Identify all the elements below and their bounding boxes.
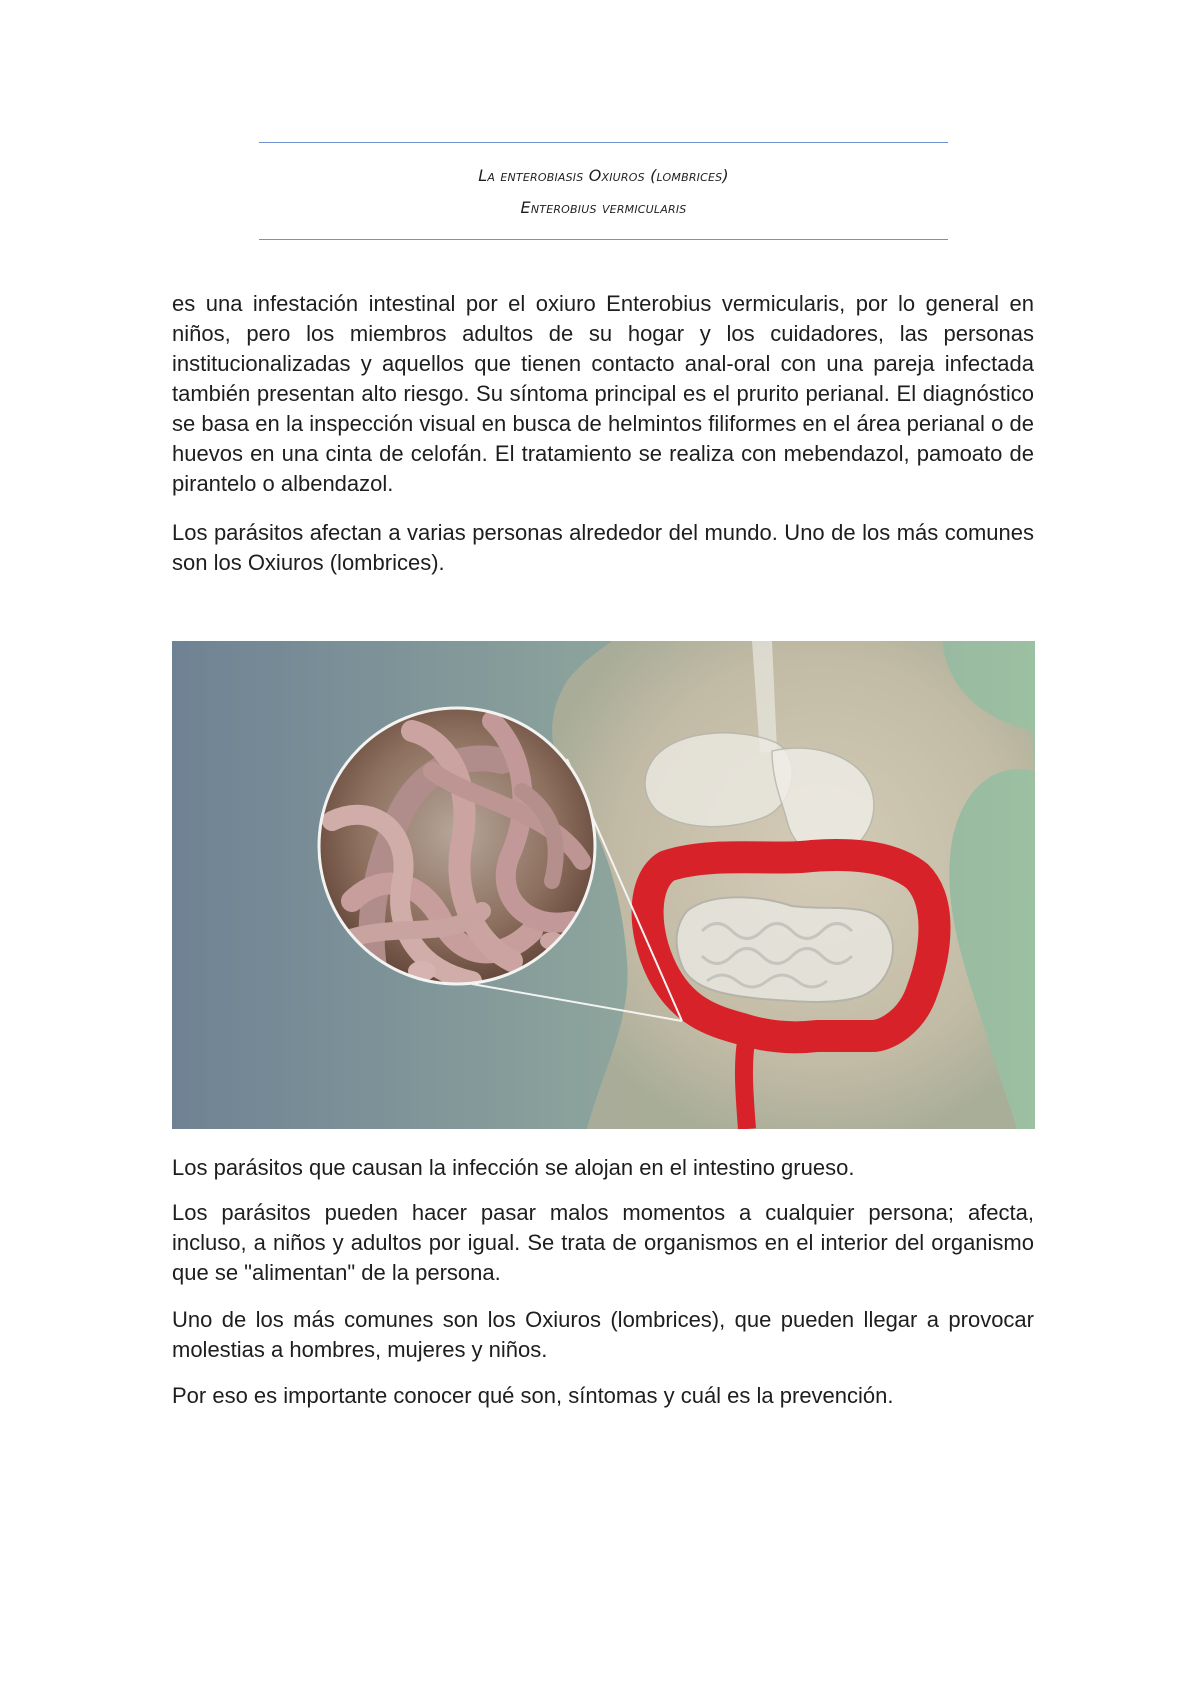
- paragraph-parasites-effects: Los parásitos pueden hacer pasar malos momentos a cualquier persona; afecta, incluso, a niños y adultos por igual. Se trata de organismos en el interior del organismo que se "alimentan" de la persona.: [172, 1200, 1034, 1285]
- small-intestine: [677, 897, 893, 1002]
- paragraph-prevention: Por eso es importante conocer qué son, síntomas y cuál es la prevención.: [172, 1383, 894, 1408]
- header-rule-top: [259, 142, 948, 143]
- intro-paragraph: es una infestación intestinal por el oxiuro Enterobius vermicularis, por lo general en niños, pero los miembros adultos de su hogar y los cuidadores, las personas institucionalizadas y aquellos que tienen contacto anal-oral con una pareja infectada también presentan alto riesgo. Su síntoma principal es el prurito perianal. El diagnóstico se basa en la inspección visual en busca de helmintos filiformes en el área perianal o de huevos en una cinta de celofán. El tratamiento se realiza con mebendazol, pamoato de pirantelo o albendazol.: [172, 291, 1034, 496]
- page-subtitle: Enterobius vermicularis: [520, 198, 687, 217]
- illustration-svg: [172, 641, 1035, 1129]
- paragraph-large-intestine: Los parásitos que causan la infección se alojan en el intestino grueso.: [172, 1155, 855, 1180]
- paragraph-common-parasites: Los parásitos afectan a varias personas alrededor del mundo. Uno de los más comunes son los Oxiuros (lombrices).: [172, 520, 1034, 575]
- pinworm-intestine-illustration: [172, 641, 1035, 1129]
- paragraph-oxiuros: Uno de los más comunes son los Oxiuros (lombrices), que pueden llegar a provocar molestias a hombres, mujeres y niños.: [172, 1307, 1034, 1362]
- header-rule-bottom: [259, 239, 948, 240]
- page-title: La enterobiasis Oxiuros (lombrices): [478, 166, 729, 185]
- rectum: [744, 1036, 747, 1129]
- liver: [645, 733, 792, 827]
